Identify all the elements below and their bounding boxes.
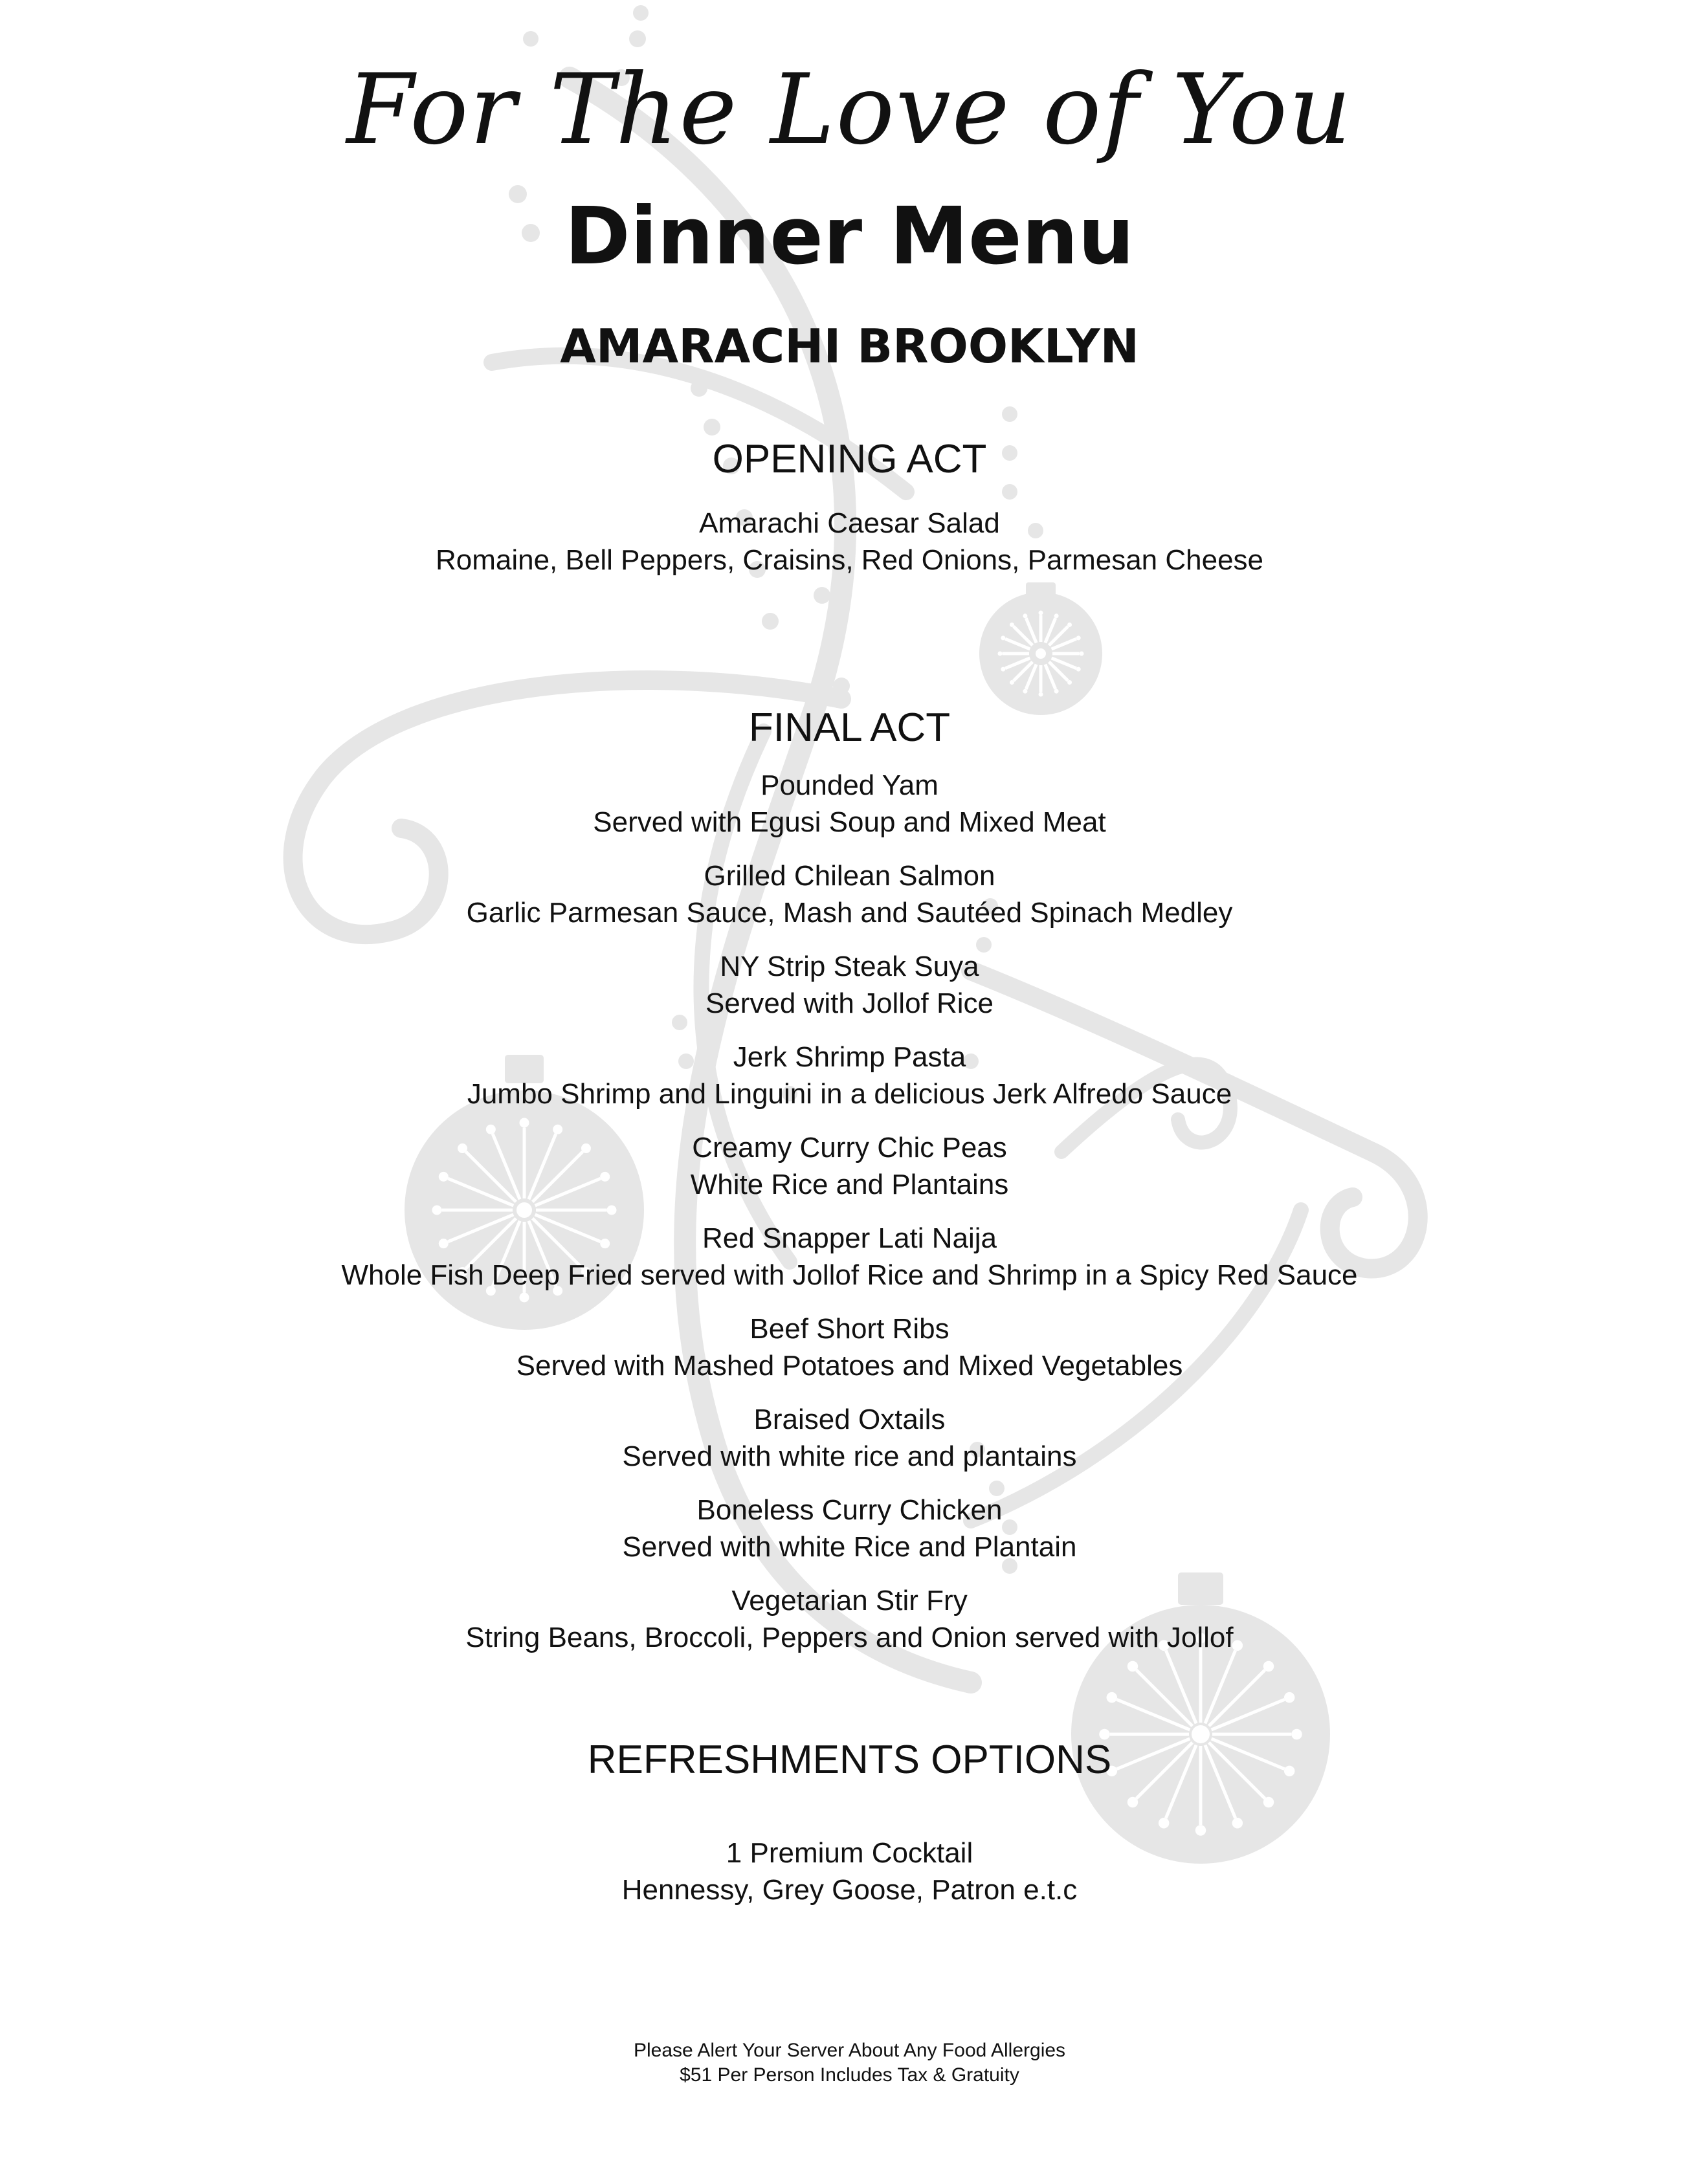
item-description: Hennessy, Grey Goose, Patron e.t.c	[621, 1874, 1078, 1906]
item-name: NY Strip Steak Suya	[720, 951, 979, 982]
item-name: Pounded Yam	[761, 769, 938, 801]
item-description: Served with Jollof Rice	[705, 987, 994, 1019]
menu-item	[0, 948, 1699, 1022]
menu-item	[0, 1401, 1699, 1475]
item-name: Amarachi Caesar Salad	[699, 507, 1000, 539]
section-title-refreshments: REFRESHMENTS OPTIONS	[587, 1737, 1112, 1782]
item-description: Garlic Parmesan Sauce, Mash and Sautéed Spinach Medley	[466, 897, 1233, 929]
item-name: Beef Short Ribs	[750, 1313, 949, 1345]
item-description: Served with white Rice and Plantain	[622, 1531, 1077, 1563]
menu-item	[0, 505, 1699, 579]
item-description: Served with Egusi Soup and Mixed Meat	[593, 806, 1106, 838]
item-name: Braised Oxtails	[753, 1404, 946, 1435]
item-description: Romaine, Bell Peppers, Craisins, Red Onions, Parmesan Cheese	[435, 544, 1264, 576]
section-title-final: FINAL ACT	[748, 705, 951, 750]
menu-item	[0, 1492, 1699, 1565]
item-name: 1 Premium Cocktail	[726, 1837, 973, 1869]
item-name: Vegetarian Stir Fry	[731, 1585, 968, 1616]
section-title-opening: OPENING ACT	[712, 437, 987, 481]
item-name: Creamy Curry Chic Peas	[692, 1132, 1007, 1164]
menu-item	[0, 1582, 1699, 1656]
item-description: Jumbo Shrimp and Linguini in a delicious Jerk Alfredo Sauce	[467, 1078, 1232, 1110]
item-description: String Beans, Broccoli, Peppers and Onion served with Jollof	[465, 1622, 1234, 1653]
item-name: Jerk Shrimp Pasta	[733, 1041, 966, 1073]
item-description: Served with Mashed Potatoes and Mixed Vegetables	[516, 1350, 1183, 1382]
allergy-note: Please Alert Your Server About Any Food Allergies	[633, 2040, 1066, 2061]
item-description: Served with white rice and plantains	[622, 1440, 1077, 1472]
item-name: Red Snapper Lati Naija	[702, 1222, 997, 1254]
menu-item	[0, 1220, 1699, 1294]
item-description: White Rice and Plantains	[690, 1169, 1009, 1200]
item-description: Whole Fish Deep Fried served with Jollof Rice and Shrimp in a Spicy Red Sauce	[341, 1259, 1358, 1291]
menu-item	[0, 767, 1699, 841]
item-name: Grilled Chilean Salmon	[704, 860, 995, 892]
menu-item	[0, 1835, 1699, 1908]
script-title: For The Love of You	[346, 54, 1353, 166]
menu-item	[0, 1039, 1699, 1112]
restaurant-name: AMARACHI BROOKLYN	[560, 319, 1139, 373]
item-name: Boneless Curry Chicken	[696, 1494, 1003, 1526]
menu-item	[0, 1310, 1699, 1384]
menu-item	[0, 857, 1699, 931]
menu-title: Dinner Menu	[564, 190, 1135, 282]
menu-item	[0, 1129, 1699, 1203]
price-note: $51 Per Person Includes Tax & Gratuity	[680, 2064, 1019, 2086]
footer-notes	[0, 2038, 1699, 2088]
